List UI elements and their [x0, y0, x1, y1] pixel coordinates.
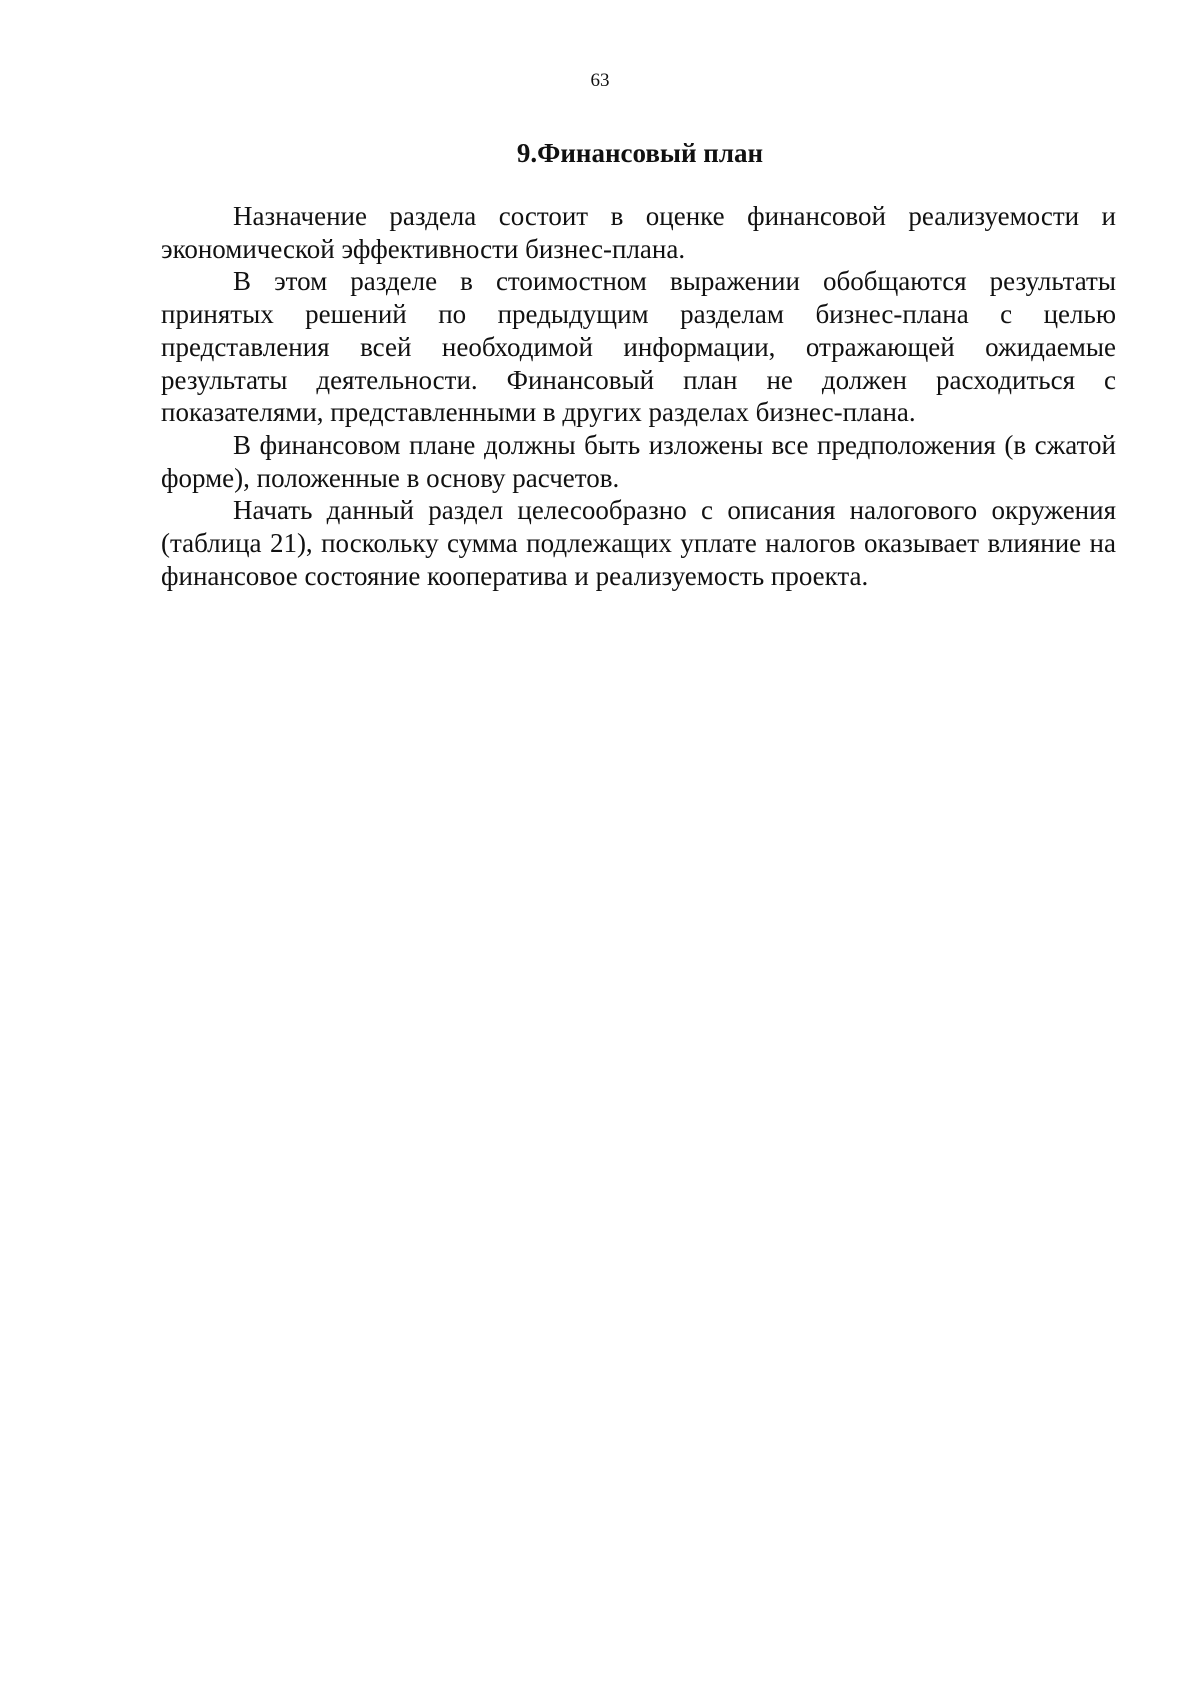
page-number: 63 — [590, 70, 610, 91]
paragraph-tax-environment: Начать данный раздел целесообразно с описания налогового окружения (таблица 21), поскольку сумма подлежащих уплате налогов оказывает влияние на финансовое состояние кооператива и реализуемость проекта. — [161, 495, 1116, 591]
section-title: 9.Финансовый план — [516, 138, 764, 168]
paragraph-summary: В этом разделе в стоимостном выражении обобщаются результаты принятых решений по предыдущим разделам бизнес-плана с целью представления всей необходимой информации, отражающей ожидаемые результаты деятельности. Финансовый план не должен расходиться с показателями, представленными в других разделах бизнес-плана. — [161, 266, 1116, 428]
paragraph-assumptions: В финансовом плане должны быть изложены все предположения (в сжатой форме), положенные в основу расчетов. — [161, 429, 1116, 493]
body-text — [161, 200, 1116, 592]
paragraph-purpose: Назначение раздела состоит в оценке финансовой реализуемости и экономической эффективности бизнес-плана. — [161, 201, 1116, 264]
